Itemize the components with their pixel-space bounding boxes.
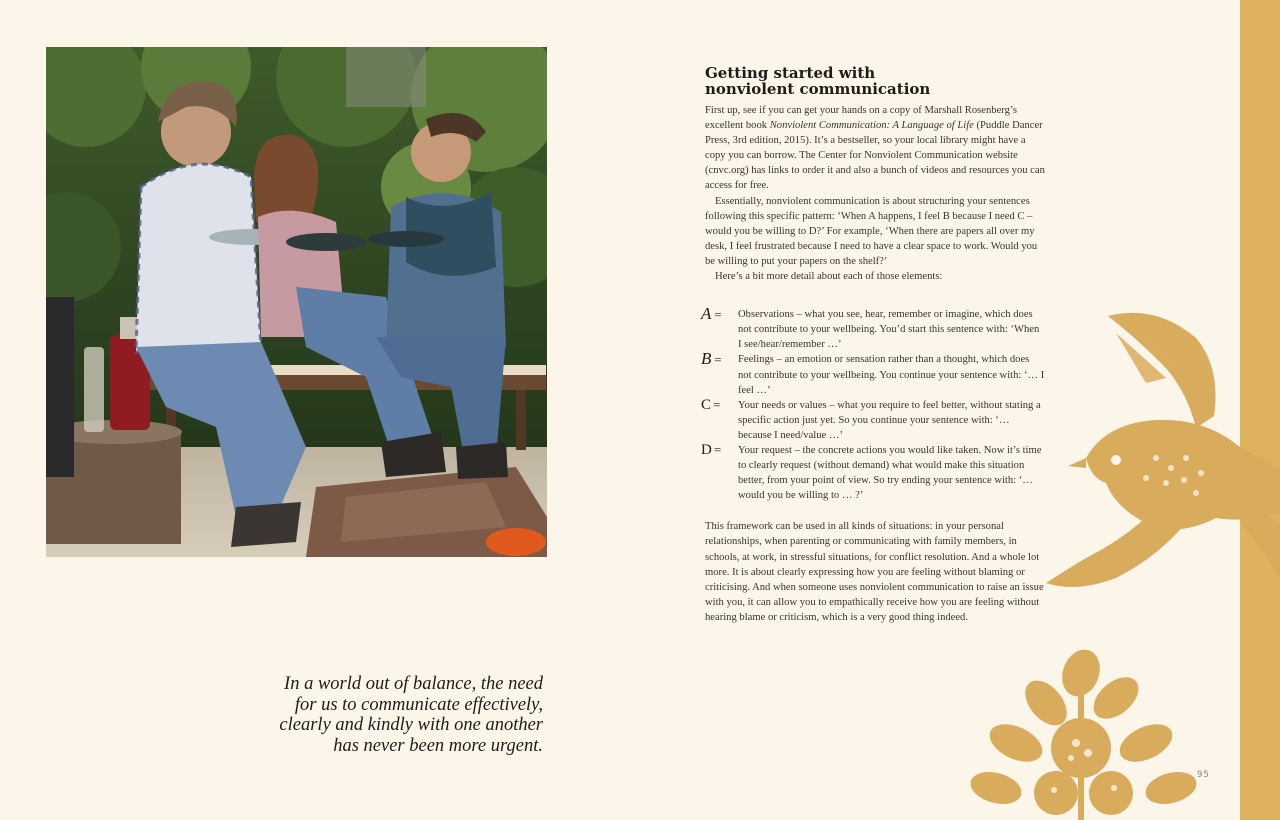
element-letter: C = <box>701 396 721 413</box>
element-text: Your request – the concrete actions you would like taken. Now it’s time to clearly request (without demand) what would make this situation better, from your point of view. So try ending your sentence with: ‘… would you be willing to … ?’ <box>738 444 1042 502</box>
list-item <box>701 349 1045 397</box>
element-list <box>701 304 1045 503</box>
article-title-line: nonviolent communication <box>705 79 931 98</box>
element-text: Feelings – an emotion or sensation rather than a thought, which does not contribute to your wellbeing. You continue your sentence with: ‘… I feel …’ <box>738 354 1045 396</box>
list-item <box>701 441 1045 503</box>
paragraph-intro <box>705 103 1045 194</box>
page-number: 95 <box>1197 770 1210 780</box>
article-title-line: Getting started with <box>705 64 876 82</box>
pull-quote-line: for us to communicate effectively, <box>294 694 543 715</box>
paragraph-elements-intro: Here’s a bit more detail about each of those elements: <box>715 271 943 283</box>
pull-quote-line: In a world out of balance, the need <box>284 674 543 694</box>
element-letter: B = <box>701 349 723 369</box>
paragraph-pattern: Essentially, nonviolent communication is about structuring your sentences following this specific pattern: ‘When A happens, I feel B because I need C – would you be willing to D?’ For example, ‘When there are papers all over my desk, I feel frustrated because I need to have a clear space to work. Would you be willing to put your papers on the shelf?’ <box>705 195 1038 267</box>
pull-quote-line: has never been more urgent. <box>333 735 543 756</box>
article-body <box>701 103 1045 625</box>
paragraph-text: (Puddle Dancer Press, 3rd edition, 2015). It’s a bestseller, so your local library might have a copy you can borrow. The Center for Nonviolent Communication website (cnvc.org) has links to order it and also a bunch of videos and resources you can access for free. <box>705 120 1045 192</box>
element-text: Observations – what you see, hear, remember or imagine, which does not contribute to your wellbeing. You’d start this sentence with: ‘When I see/hear/remember …’ <box>738 309 1040 351</box>
list-item <box>701 304 1045 352</box>
element-letter: D = <box>701 441 722 458</box>
pull-quote <box>250 674 543 756</box>
book-title: Nonviolent Communication: A Language of Life <box>769 120 974 132</box>
article-title <box>705 66 1045 97</box>
bird-illustration <box>1046 308 1280 604</box>
list-item <box>701 396 1045 443</box>
paragraph-framework: This framework can be used in all kinds of situations: in your personal relationships, when parenting or communicating with family members, in schools, at work, in stressful situations, for conflict resolution. And a whole lot more. It is about clearly expressing how you are feeling without blaming or criticising. And when someone uses nonviolent communication to raise an issue with you, it can allow you to empathically receive how you are feeling without hearing blame or criticism, which is a very good thing indeed. <box>705 521 1044 623</box>
flower-illustration <box>966 648 1198 820</box>
element-letter: A = <box>701 304 723 324</box>
element-text: Your needs or values – what you require to feel better, without stating a specific action just yet. So you continue your sentence with: ‘… because I need/value …’ <box>738 399 1041 441</box>
pull-quote-line: clearly and kindly with one another <box>279 715 543 735</box>
paragraph-text: First up, see if you can get your hands on a copy of Marshall Rosenberg’s excellent book <box>705 105 1017 132</box>
article <box>701 64 1045 625</box>
photo-illustration <box>46 47 547 557</box>
